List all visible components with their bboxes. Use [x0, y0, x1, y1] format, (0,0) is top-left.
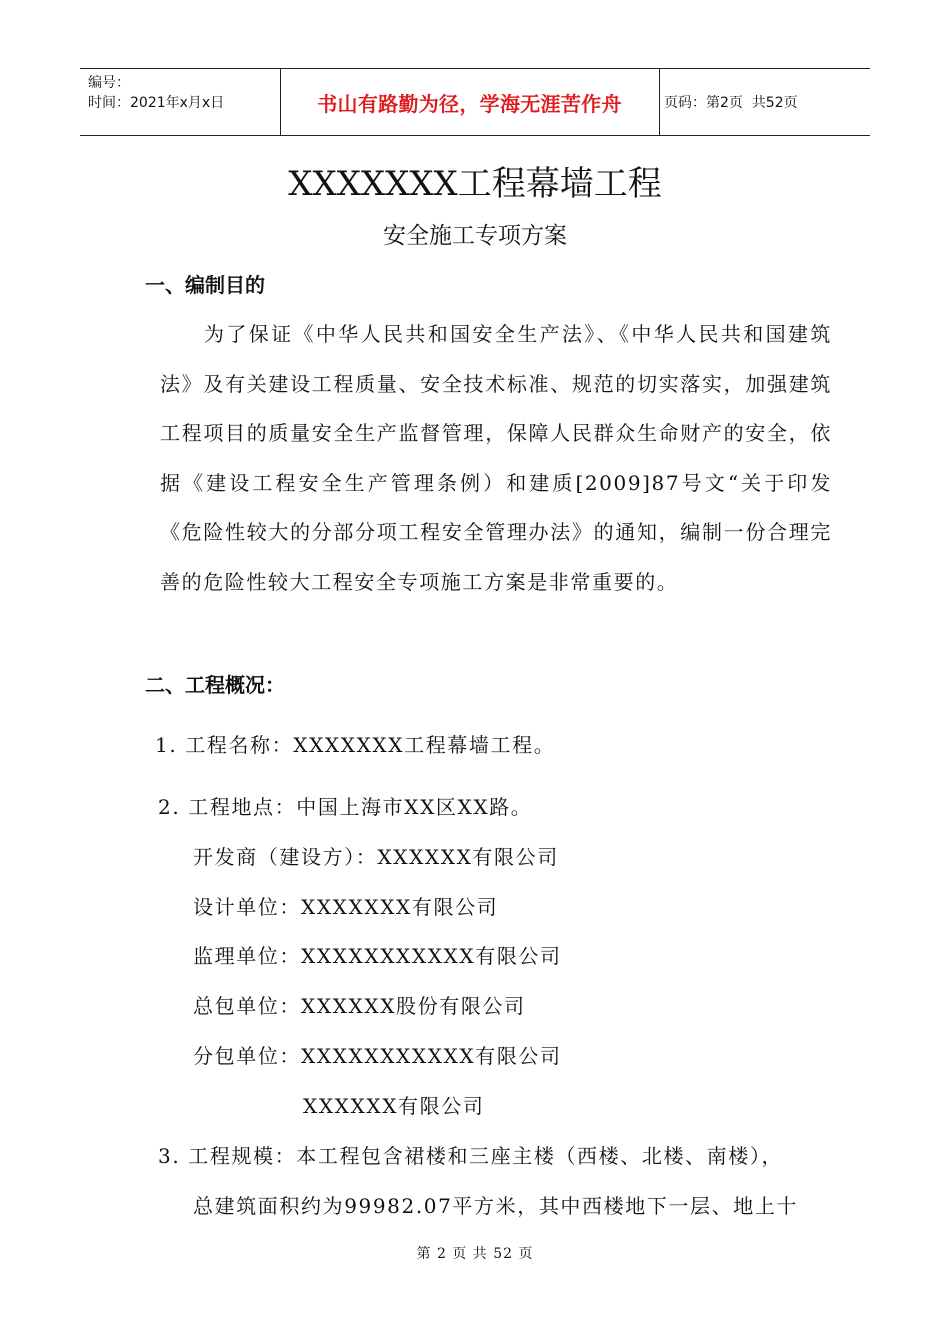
document-time: 时间：2021年x月x日: [88, 95, 225, 111]
document-code-label: 编号：: [88, 75, 130, 91]
list-item: 分包单位：XXXXXXXXXXX有限公司: [193, 1044, 562, 1068]
list-item: 设计单位：XXXXXXX有限公司: [193, 895, 499, 919]
header-page-info: [664, 69, 798, 135]
list-item: 总建筑面积约为99982.07平方米，其中西楼地下一层、地上十: [193, 1194, 799, 1218]
list-item: 1. 工程名称：XXXXXXX工程幕墙工程。: [155, 733, 556, 757]
page-header: [80, 68, 870, 136]
list-item: 2. 工程地点：中国上海市XX区XX路。: [158, 795, 533, 819]
list-item: 开发商（建设方）：XXXXXX有限公司: [193, 845, 559, 869]
section-heading: 二、工程概况：: [145, 673, 285, 697]
page-footer: 第 2 页 共 52 页: [416, 1246, 534, 1262]
list-item: XXXXXX有限公司: [303, 1094, 485, 1118]
motto-text: 书山有路勤为径，学海无涯苦作舟: [317, 91, 622, 116]
document-title: XXXXXXX工程幕墙工程: [288, 164, 662, 204]
section-heading: 一、编制目的: [145, 273, 265, 297]
header-motto: [281, 69, 658, 135]
body-paragraph: 为了保证《中华人民共和国安全生产法》、《中华人民共和国建筑法》及有关建设工程质量、安全技术标准、规范的切实落实，加强建筑工程项目的质量安全生产监督管理，保障人民群众生命财产的安全，依据《建设工程安全生产管理条例）和建质[2009]87号文“关于印发《危险性较大的分部分项工程安全管理办法》的通知，编制一份合理完善的危险性较大工程安全专项施工方案是非常重要的。: [160, 322, 832, 594]
list-item: 监理单位：XXXXXXXXXXX有限公司: [193, 944, 562, 968]
page-info-text: 页码：第2页 共52页: [664, 95, 798, 111]
list-item: 3. 工程规模：本工程包含裙楼和三座主楼（西楼、北楼、南楼），: [158, 1144, 784, 1168]
document-subtitle: 安全施工专项方案: [383, 223, 567, 249]
header-divider: [659, 69, 660, 135]
header-meta: [88, 73, 224, 113]
list-item: 总包单位：XXXXXX股份有限公司: [193, 994, 526, 1018]
